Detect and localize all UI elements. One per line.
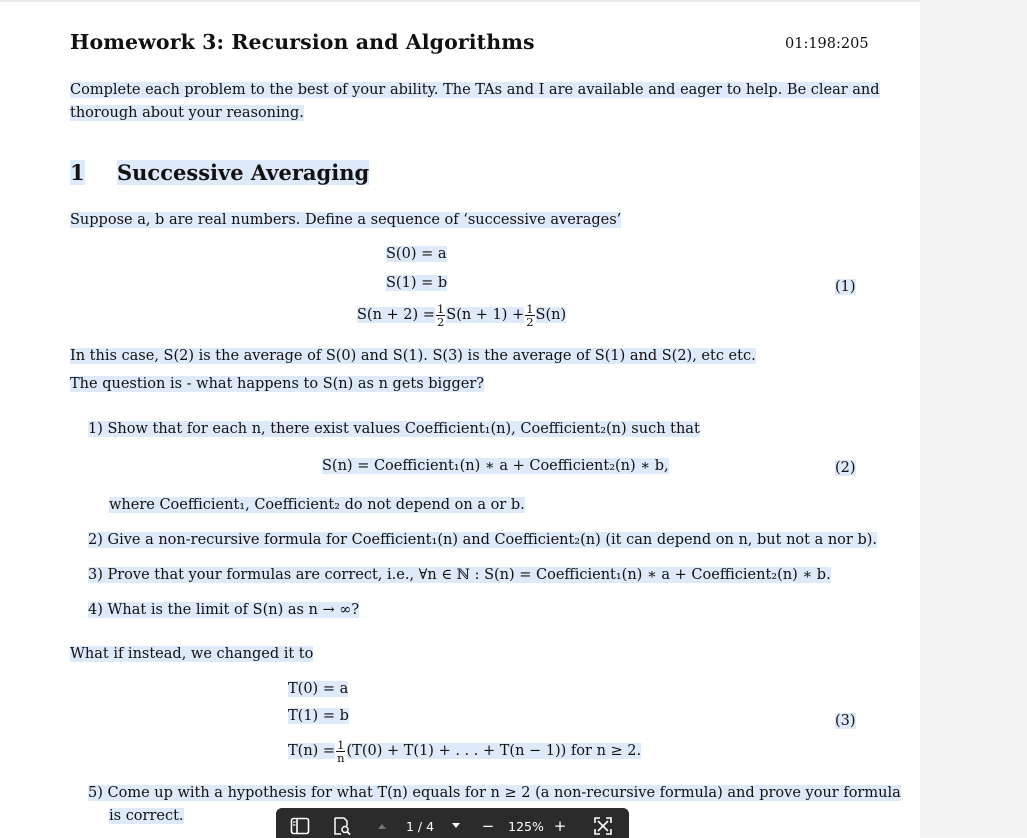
eq3-line-1: T(0) = a	[288, 681, 349, 697]
document-search-button[interactable]	[330, 812, 354, 838]
eq3-line-2: T(1) = b	[288, 708, 349, 724]
zoom-level[interactable]: 125%	[508, 818, 544, 834]
page-indicator[interactable]: 1 / 4	[405, 818, 435, 834]
document-search-icon	[332, 816, 352, 836]
section-title: Successive Averaging	[117, 160, 370, 185]
question-1-tail: where Coefficient₁, Coefficient₂ do not depend on a or b.	[109, 497, 525, 513]
one-over-n-fraction: $\frac{1}{n}$	[337, 737, 345, 765]
fit-page-button[interactable]	[592, 812, 614, 838]
sidebar-toggle-icon	[290, 817, 310, 835]
zoom-out-button[interactable]: −	[481, 817, 495, 835]
eq1-number: (1)	[835, 279, 856, 295]
question-2: 2) Give a non-recursive formula for Coefficient₁(n) and Coefficient₂(n) (it can depend on n, but not a nor b).	[88, 532, 877, 548]
fit-page-icon	[593, 816, 613, 836]
eq3-number: (3)	[835, 713, 856, 729]
intro-line-1: Complete each problem to the best of your ability. The TAs and I are available and eager to help. Be clear and	[70, 82, 880, 98]
paragraph-1: In this case, S(2) is the average of S(0) and S(1). S(3) is the average of S(1) and S(2), etc etc.	[70, 348, 756, 364]
question-5-line-1: 5) Come up with a hypothesis for what T(n) equals for n ≥ 2 (a non-recursive formula) and prove your formula	[88, 785, 901, 801]
question-4: 4) What is the limit of S(n) as n → ∞?	[88, 602, 360, 618]
half-fraction: $\frac{1}{2}$	[436, 301, 445, 329]
eq1-line-1: S(0) = a	[386, 246, 447, 262]
section-lead: Suppose a, b are real numbers. Define a sequence of ‘successive averages’	[70, 212, 622, 228]
eq1-line-3: S(n + 2) = $\frac{1}{2}$ S(n + 1) + $\frac{1}{2}$ S(n)	[357, 301, 567, 329]
question-3: 3) Prove that your formulas are correct, i.e., ∀n ∈ ℕ : S(n) = Coefficient₁(n) ∗ a + Coefficient₂(n) ∗ b.	[88, 567, 831, 583]
eq2: S(n) = Coefficient₁(n) ∗ a + Coefficient₂(n) ∗ b,	[322, 458, 669, 474]
viewer-side-gutter	[920, 0, 1027, 836]
half-fraction: $\frac{1}{2}$	[526, 301, 534, 329]
pdf-toolbar	[276, 808, 629, 838]
previous-page-button[interactable]	[374, 812, 390, 838]
chevron-down-icon	[451, 822, 461, 830]
chevron-up-icon	[377, 822, 387, 830]
question-1: 1) Show that for each n, there exist values Coefficient₁(n), Coefficient₂(n) such that	[88, 421, 700, 437]
document-title: Homework 3: Recursion and Algorithms	[70, 30, 535, 54]
eq1-line-2: S(1) = b	[386, 275, 448, 291]
intro-line-2: thorough about your reasoning.	[70, 105, 304, 121]
next-page-button[interactable]	[448, 812, 464, 838]
zoom-in-button[interactable]: +	[553, 817, 567, 835]
what-if-text: What if instead, we changed it to	[70, 646, 314, 662]
section-number: 1	[70, 160, 85, 185]
eq2-number: (2)	[835, 460, 856, 476]
question-5-line-2: is correct.	[109, 808, 184, 824]
course-code: 01:198:205	[785, 36, 869, 52]
sidebar-toggle-button[interactable]	[288, 812, 312, 838]
eq3-line-3: T(n) = $\frac{1}{n}$ (T(0) + T(1) + . . . + T(n − 1)) for n ≥ 2.	[288, 737, 642, 765]
paragraph-2: The question is - what happens to S(n) as n gets bigger?	[70, 376, 485, 392]
